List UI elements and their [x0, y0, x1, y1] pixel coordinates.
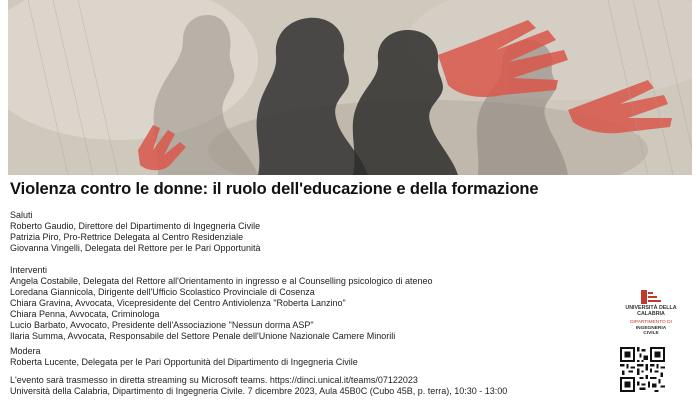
- saluti-section: [10, 210, 260, 254]
- saluti-line: Patrizia Piro, Pro-Rettrice Delegata al Centro Residenziale: [10, 232, 244, 242]
- unical-emblem-icon: [640, 289, 662, 305]
- location-info: Università della Calabria, Dipartimento di Ingegneria Civile. 7 dicembre 2023, Aula 45B0C (Cubo 45B, p. terra), 10:30 - 13:00: [10, 386, 508, 396]
- department-line3: CIVILE: [643, 331, 659, 336]
- modera-heading: Modera: [10, 346, 41, 356]
- women-silhouettes-illustration: [8, 0, 692, 175]
- interventi-line: Lucio Barbato, Avvocato, Presidente dell'Associazione "Nessun dorma ASP": [10, 320, 314, 330]
- department-line1: DIPARTIMENTO DI: [630, 320, 672, 325]
- university-name-line1: UNIVERSITÀ DELLA: [625, 305, 677, 311]
- qr-code: [620, 347, 665, 392]
- department-line2: INGEGNERIA: [635, 325, 667, 331]
- saluti-line: Roberto Gaudio, Direttore del Dipartimento di Ingegneria Civile: [10, 221, 261, 231]
- event-info: [10, 375, 507, 397]
- interventi-line: Ilaria Summa, Avvocata, Responsabile del Settore Penale dell'Unione Nazionale Camere Minorili: [10, 331, 396, 341]
- interventi-line: Loredana Giannicola, Dirigente dell'Ufficio Scolastico Provinciale di Cosenza: [10, 287, 315, 297]
- interventi-line: Angela Costabile, Delegata del Rettore all'Orientamento in ingresso e al Counselling psicologico di ateneo: [10, 276, 433, 286]
- university-name-line2: CALABRIA: [637, 311, 665, 317]
- header-artwork: [8, 0, 692, 175]
- interventi-heading: Interventi: [10, 265, 48, 275]
- modera-section: [10, 346, 358, 368]
- saluti-heading: Saluti: [10, 210, 33, 220]
- modera-line: Roberta Lucente, Delegata per le Pari Opportunità del Dipartimento di Ingegneria Civile: [10, 357, 358, 367]
- interventi-section: [10, 265, 432, 342]
- interventi-line: Chiara Penna, Avvocata, Criminologa: [10, 309, 160, 319]
- page-title: Violenza contro le donne: il ruolo dell'educazione e della formazione: [10, 180, 539, 198]
- streaming-info: L'evento sarà trasmesso in diretta streaming su Microsoft teams. https://dinci.unical.it/teams/07122023: [10, 375, 418, 385]
- unical-logo: [612, 289, 690, 344]
- interventi-line: Chiara Gravina, Avvocata, Vicepresidente del Centro Antiviolenza "Roberta Lanzino": [10, 298, 346, 308]
- saluti-line: Giovanna Vingelli, Delegata del Rettore per le Pari Opportunità: [10, 243, 261, 253]
